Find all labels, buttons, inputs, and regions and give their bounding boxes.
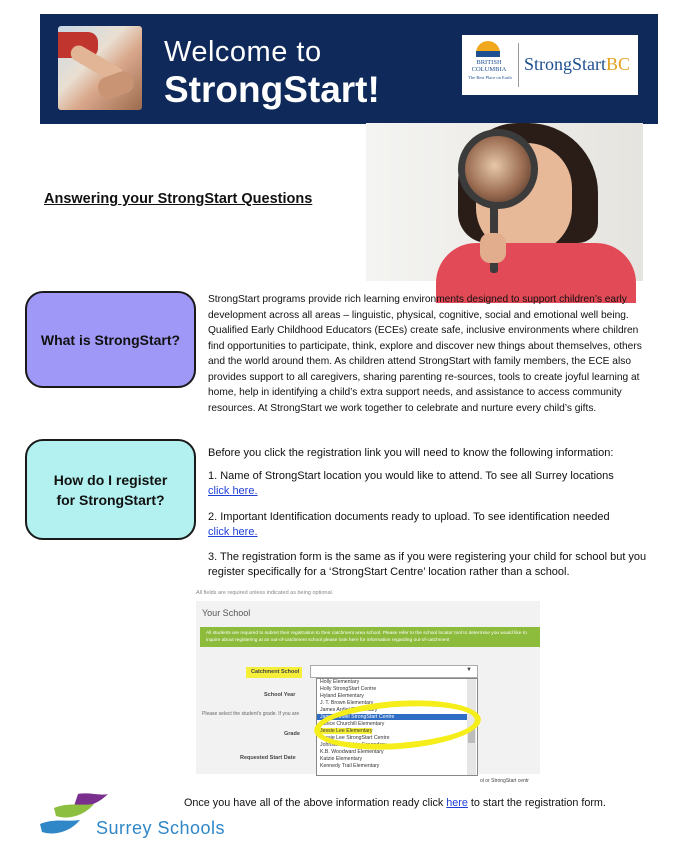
list-item: K.B. Woodward Elementary [320,749,384,755]
logo-divider [518,43,519,87]
identification-link[interactable]: click here. [208,526,258,538]
chevron-down-icon: ▼ [466,667,472,673]
list-item: Kennedy Trail Elementary [320,763,380,769]
list-item: Katzie Elementary [320,756,363,762]
logo-province: BRITISH COLUMBIA [471,59,507,73]
list-item-selected: James Ardiel StrongStart Centre [317,714,468,720]
form-notice: All students are required to submit their registration to their catchment area school. Please refer to the school locator tool to determine you would like to inquire about registering at an out-of-catchment school please look here for information regarding out-of-catchment [200,627,540,647]
banner-title-line1: Welcome to [164,36,322,68]
header-banner [40,14,658,124]
list-item: Hyland Elementary [320,693,364,699]
catchment-label: Catchment School [251,669,300,675]
logo-tagline: The Best Place on Earth [468,75,512,80]
logo-brand: StrongStartBC [524,54,631,74]
what-is-strongstart-box: What is StrongStart? [25,291,196,388]
step-1: 1. Name of StrongStart location you would like to attend. To see all Surrey locations click here. [208,470,614,497]
list-item: J. T. Brown Elementary [320,700,374,706]
form-panel [196,601,540,784]
footer-instruction: Once you have all of the above information ready click here to start the registration form. [184,797,606,809]
start-date-label: Requested Start Date [240,755,296,761]
list-item: Jessie Lee StrongStart Centre [320,735,390,741]
banner-title-line2: StrongStart! [164,69,380,110]
form-title: Your School [202,608,251,618]
section-heading: Answering your StrongStart Questions [44,191,313,207]
list-item: Jessie Lee Elementary [320,728,373,734]
step-3: 3. The registration form is the same as if you were registering your child for school but you register specifically for a ‘StrongStart Centre’ location rather than a school. [208,551,647,578]
how-to-register-box: How do I register for StrongStart? [25,439,196,540]
registration-link[interactable]: here [446,797,468,809]
registration-form-screenshot [194,590,540,784]
catchment-select [310,665,478,678]
list-item: James Ardiel Elementary [320,707,378,713]
what-is-strongstart-text: StrongStart programs provide rich learning environments designed to support children’s early development across all areas – linguistic, physical, cognitive, social and emotional well being. Qualified Early Childhood Educators (ECEs) create safe, inclusive environments where children find opportunities to participate, think, explore and discover new things about themselves, others and the world around them. As children attend StrongStart with family members, the ECE also provides support to all caregivers, sharing parenting re-sources, tools to create joyful learning at home, help in identifying a child’s extra support needs, and assistance to access community resources. At StrongStart we work together to celebrate and nurture every child’s gifts. [208,294,642,414]
grade-note: Please select the student's grade. If you are [202,711,300,717]
surrey-schools-wordmark: Surrey Schools [96,818,226,838]
list-item: Johnston Heights Secondary [320,742,387,748]
locations-link[interactable]: click here. [208,485,258,497]
hands-photo [58,26,142,110]
register-intro: Before you click the registration link you will need to know the following information: [208,447,614,459]
child-magnifier-photo [366,123,643,281]
strongstart-bc-logo [462,35,638,95]
form-right-note: ol or StrongStart centr [480,778,529,784]
list-item: Janice Churchill Elementary [320,721,385,727]
form-caption: All fields are required unless indicated as being optional. [196,590,334,596]
list-item: Holly StrongStart Centre [320,686,377,692]
step-2: 2. Important Identification documents ready to upload. To see identification needed click here. [208,511,610,538]
school-year-label: School Year [264,692,296,698]
bc-sun-icon [476,41,500,57]
grade-label: Grade [284,731,300,737]
list-item: Holly Elementary [320,679,360,685]
